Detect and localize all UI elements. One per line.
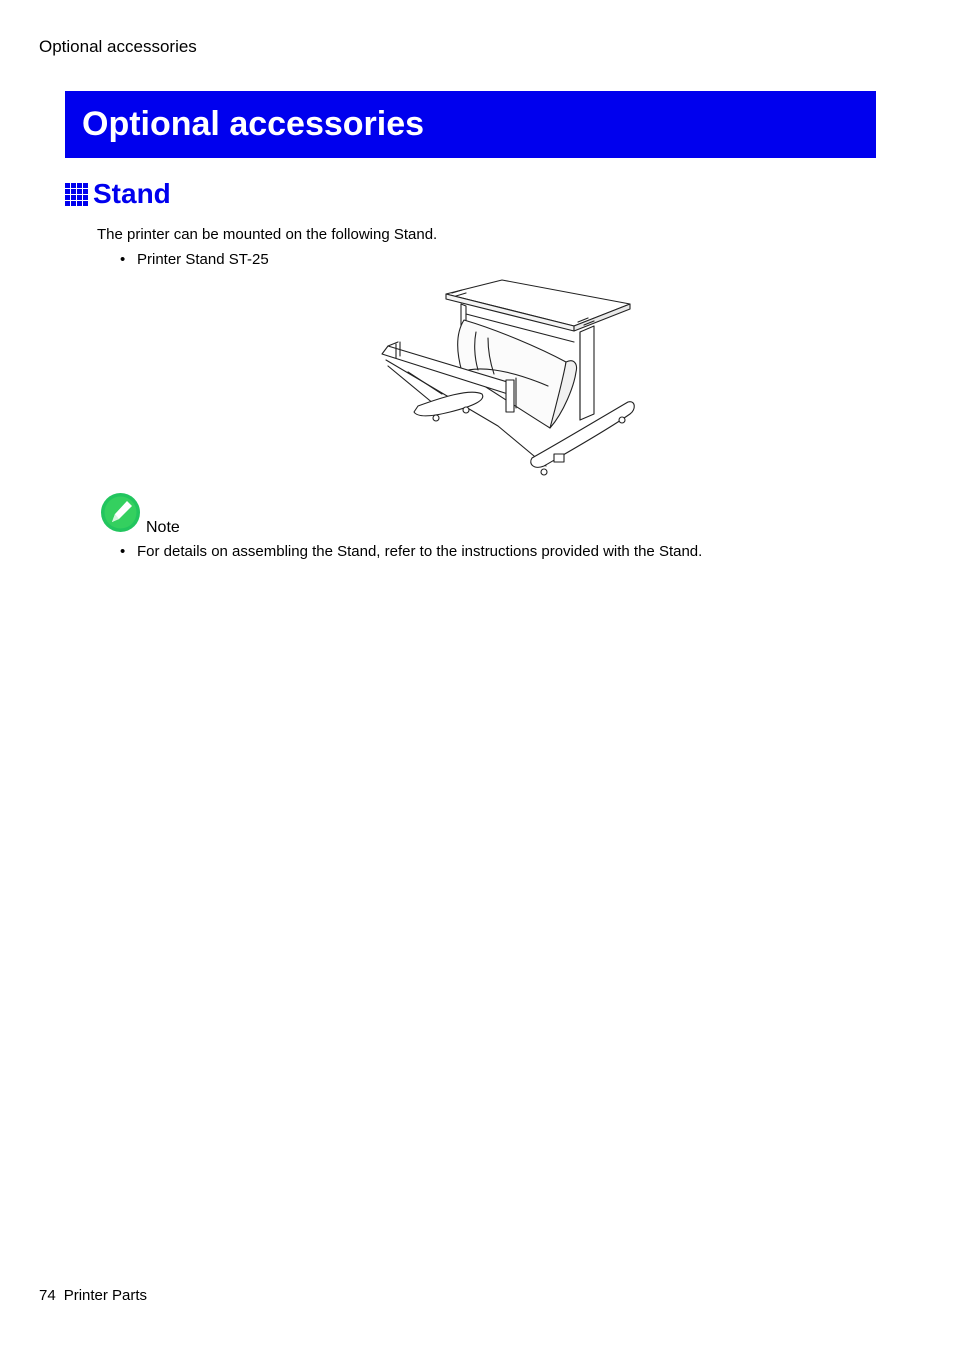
pencil-note-icon (100, 492, 141, 533)
list-item (120, 251, 269, 269)
printer-stand-illustration (378, 276, 636, 482)
note-item-text: For details on assembling the Stand, refer to the instructions provided with the Stand. (137, 543, 703, 560)
section-title: Stand (93, 178, 171, 209)
page-title-banner (65, 91, 876, 158)
chapter-title: Printer Parts (63, 1287, 148, 1304)
bullet: • (120, 543, 126, 560)
page-footer (39, 1287, 147, 1305)
list-item-text: Printer Stand ST-25 (137, 251, 269, 268)
list-item (120, 543, 702, 561)
page-number: 74 (39, 1287, 56, 1304)
section-heading (65, 176, 171, 212)
running-header: Optional accessories (39, 37, 197, 56)
section-intro: The printer can be mounted on the following Stand. (97, 226, 438, 243)
bullet: • (120, 251, 126, 268)
page-title: Optional accessories (82, 105, 425, 143)
grid-icon (65, 183, 88, 206)
note-label: Note (146, 519, 180, 536)
